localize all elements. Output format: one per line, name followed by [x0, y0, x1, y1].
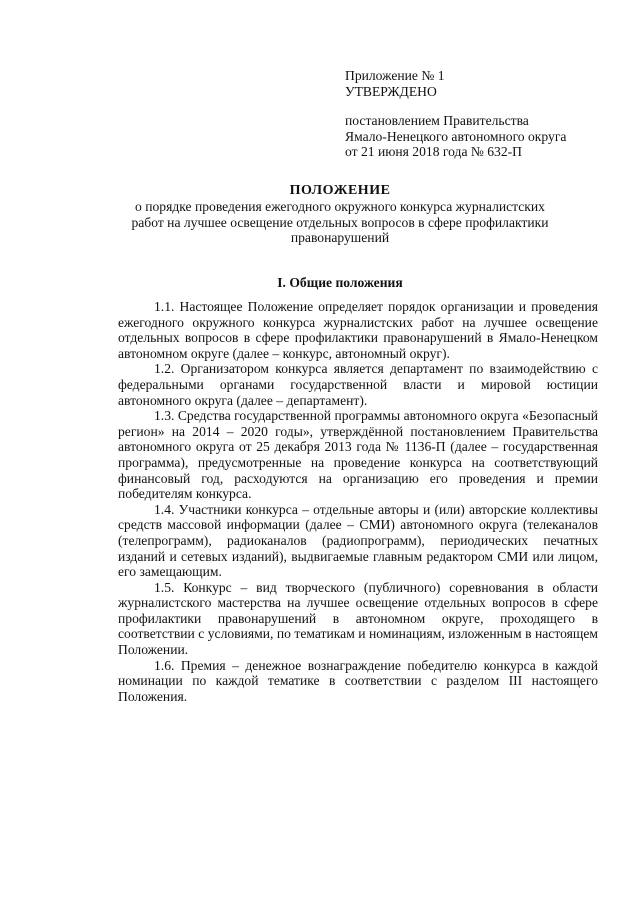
paragraph-1-2: 1.2. Организатором конкурса является департамент по взаимодействию с федеральными органами государственной власти и мировой юстиции автономного округа (далее – департамент). — [118, 361, 598, 408]
paragraph-1-4: 1.4. Участники конкурса – отдельные авторы и (или) авторские коллективы средств массовой информации (далее – СМИ) автономного округа (телеканалов (телепрограмм), радиоканалов (радиопрограмм), периодических печатных изданий и сетевых изданий), выдвигаемые главным редактором СМИ или лицом, его замещающим. — [118, 501, 598, 580]
decree-date-line: от 21 июня 2018 года № 632-П — [345, 144, 522, 159]
title-line-1: о порядке проведения ежегодного окружного конкурса журналистских — [135, 199, 545, 214]
document-heading: ПОЛОЖЕНИЕ — [289, 183, 391, 198]
approval-block — [345, 68, 605, 160]
approved-label: УТВЕРЖДЕНО — [345, 83, 437, 99]
section-heading: I. Общие положения — [277, 275, 403, 290]
title-line-2: работ на лучшее освещение отдельных вопросов в сфере профилактики — [131, 214, 549, 230]
title-line-3: правонарушений — [290, 230, 390, 245]
paragraph-1-3: 1.3. Средства государственной программы автономного округа «Безопасный регион» на 2014 – 2020 годы», утверждённой постановлением Правительства автономного округа от 25 декабря 2013 года № 1136-П (далее – государственная программа), предусмотренные на проведение конкурса на соответствующий финансовый год, расходуются на организацию его проведения и премии победителям конкурса. — [118, 408, 598, 502]
paragraph-1-5: 1.5. Конкурс – вид творческого (публичного) соревнования в области журналистского мастерства на лучшее освещение отдельных вопросов в сфере профилактики правонарушений в автономном округе, проходящего в соответствии с условиями, по тематикам и номинациям, изложенным в настоящем Положении. — [118, 579, 598, 658]
appendix-number: Приложение № 1 — [345, 68, 445, 83]
paragraph-1-1: 1.1. Настоящее Положение определяет порядок организации и проведения ежегодного окружного конкурса журналистских работ на лучшее освещение отдельных вопросов в сфере профилактики правонарушений в Ямало-Ненецком автономном округе (далее – конкурс, автономный округ). — [118, 299, 598, 361]
section-body — [118, 299, 598, 704]
approved-by-line: постановлением Правительства — [345, 113, 529, 128]
document-title-block — [100, 183, 580, 246]
paragraph-1-6: 1.6. Премия – денежное вознаграждение победителю конкурса в каждой номинации по каждой тематике в соответствии с разделом III настоящего Положения. — [118, 657, 598, 704]
government-name-line: Ямало-Ненецкого автономного округа — [345, 128, 567, 144]
